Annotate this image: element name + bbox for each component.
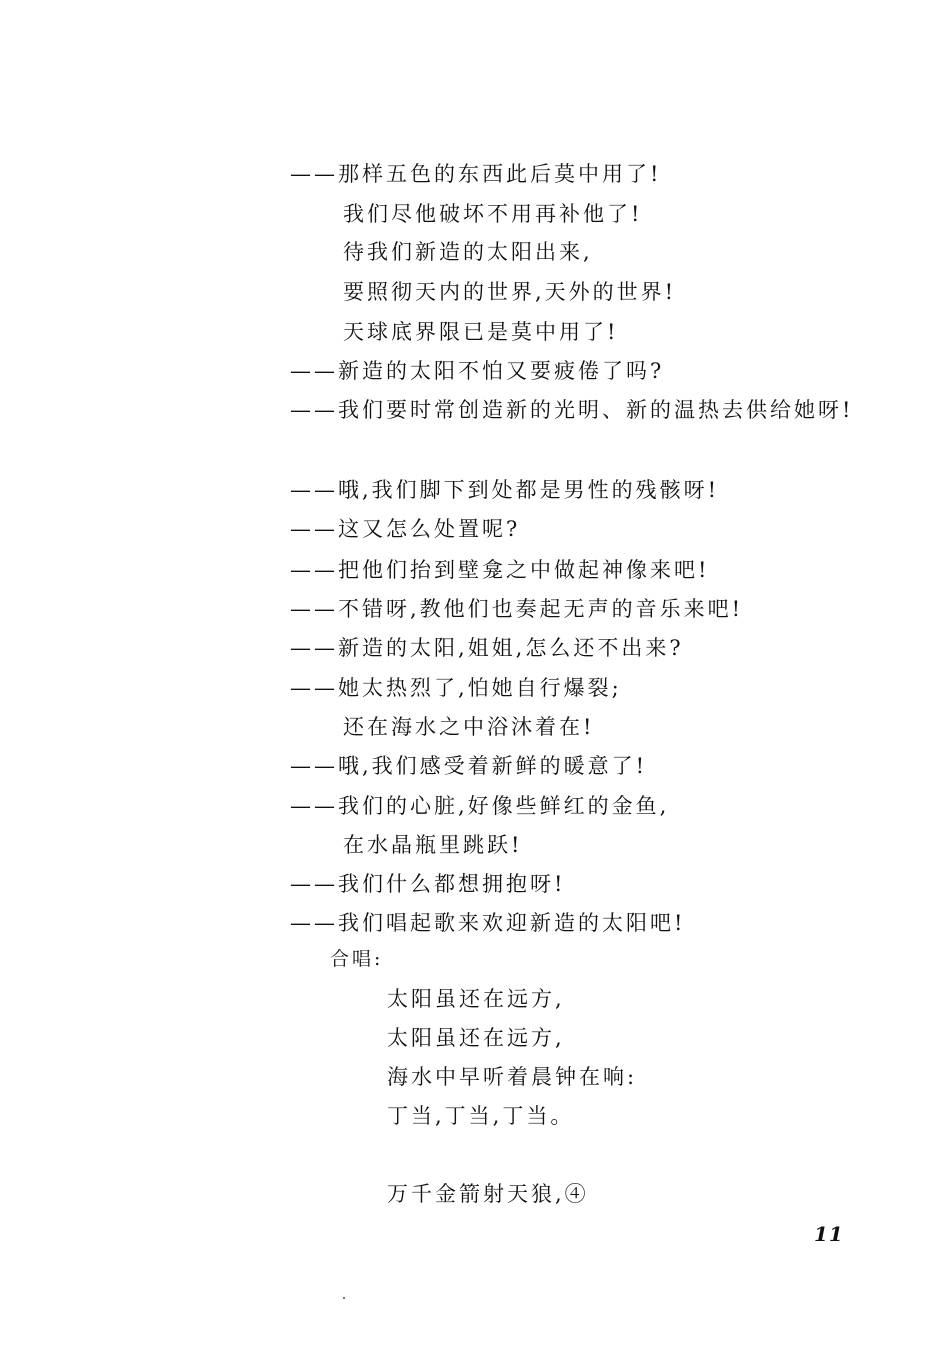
poem-line: 我们尽他破坏不用再补他了! [343,202,643,226]
poem-line: ——我们要时常创造新的光明、新的温热去供给她呀! [290,398,854,422]
poem-line: ——那样五色的东西此后莫中用了! [290,162,662,186]
page-number: 11 [814,1222,844,1246]
poem-line: 丁当,丁当,丁当。 [387,1104,575,1128]
poem-line: 还在海水之中浴沐着在! [343,715,595,739]
poem-line: 万千金箭射天狼,④ [387,1182,589,1206]
poem-line: 太阳虽还在远方, [387,987,565,1011]
poem-line: 待我们新造的太阳出来, [343,240,593,264]
poem-line: ——把他们抬到壁龛之中做起神像来吧! [290,558,710,582]
poem-line: ——不错呀,教他们也奏起无声的音乐来吧! [290,597,744,621]
poem-line: 在水晶瓶里跳跃! [343,833,523,857]
poem-line: ——我们唱起歌来欢迎新造的太阳吧! [290,911,686,935]
chorus-label: 合唱: [330,948,384,970]
poem-line: 太阳虽还在远方, [387,1026,565,1050]
poem-line: ——哦,我们感受着新鲜的暖意了! [290,754,648,778]
poem-line: ——这又怎么处置呢? [290,517,521,541]
poem-line: ——她太热烈了,怕她自行爆裂; [290,676,622,700]
poem-line: ——我们什么都想拥抱呀! [290,872,566,896]
scan-speck [343,1297,345,1299]
poem-line: ——新造的太阳不怕又要疲倦了吗? [290,359,665,383]
poem-line: 要照彻天内的世界,天外的世界! [343,280,677,304]
poem-line: ——哦,我们脚下到处都是男性的残骸呀! [290,478,720,502]
poem-line: 天球底界限已是莫中用了! [343,320,619,344]
poem-line: ——我们的心脏,好像些鲜红的金鱼, [290,794,670,818]
poem-line: ——新造的太阳,姐姐,怎么还不出来? [290,636,684,660]
poem-line: 海水中早听着晨钟在响: [387,1065,638,1089]
